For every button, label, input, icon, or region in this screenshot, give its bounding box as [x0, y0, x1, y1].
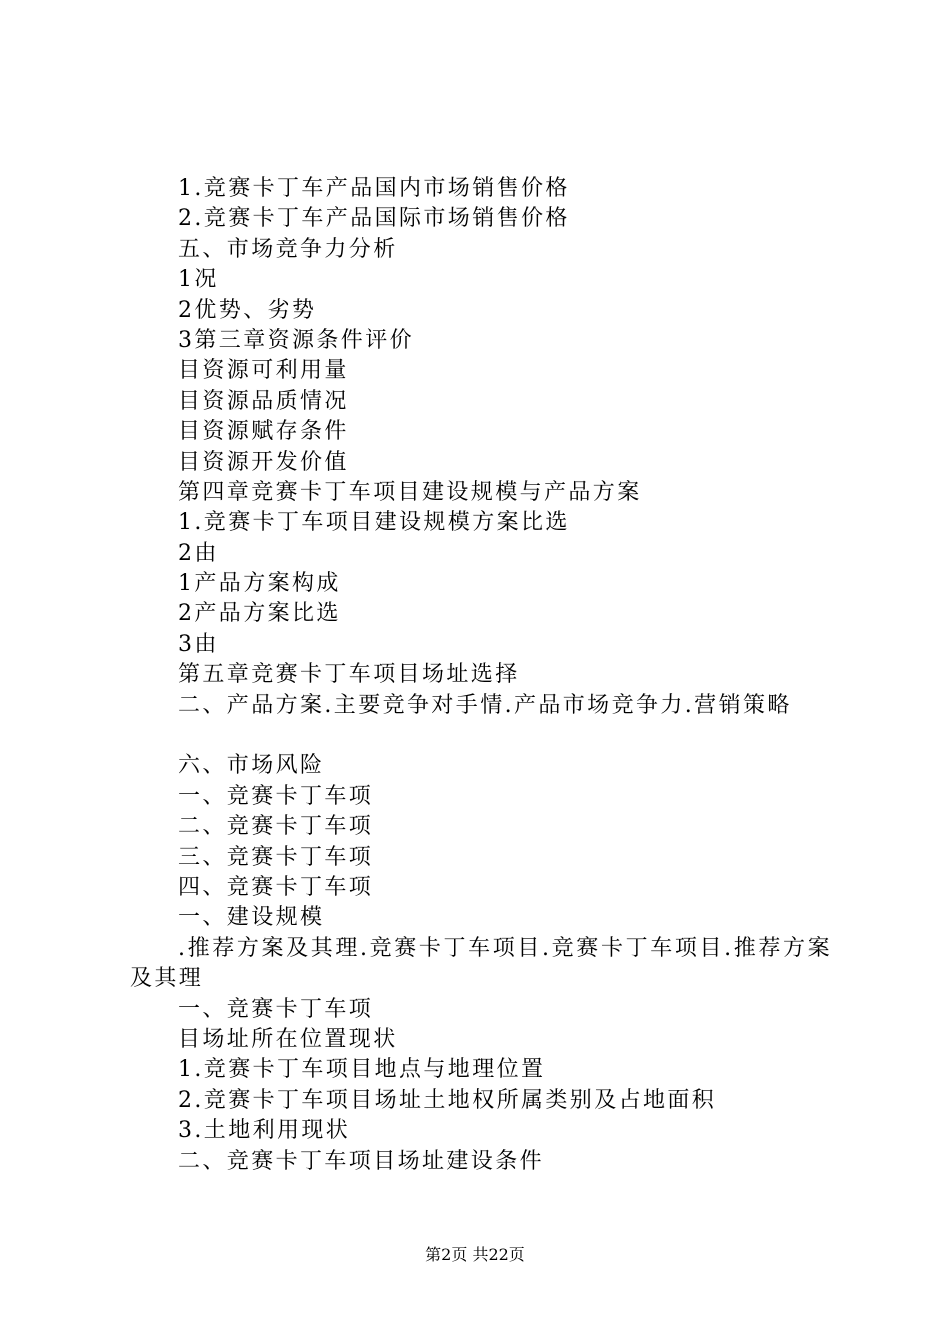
text-line: [130, 721, 832, 751]
text-line: 一、建设规模: [178, 905, 325, 931]
text-line: 第四章竞赛卡丁车项目建设规模与产品方案: [178, 479, 642, 505]
text-lines-top: [130, 174, 832, 934]
text-line: 1产品方案构成: [178, 571, 341, 597]
text-line: 五、市场竞争力分析: [178, 236, 398, 262]
text-line: 目资源开发价值: [178, 449, 349, 475]
text-line: 四、竞赛卡丁车项: [178, 874, 374, 900]
text-line: 1.竞赛卡丁车项目地点与地理位置: [178, 1057, 546, 1083]
text-line: 1况: [178, 267, 219, 293]
text-line: 一、竞赛卡丁车项: [178, 783, 374, 809]
text-line: 第五章竞赛卡丁车项目场址选择: [178, 662, 520, 688]
text-line: 2.竞赛卡丁车项目场址土地权所属类别及占地面积: [178, 1087, 717, 1113]
text-line: 二、竞赛卡丁车项目场址建设条件: [178, 1148, 545, 1174]
text-line: 目资源赋存条件: [178, 419, 349, 445]
text-line: 2优势、劣势: [178, 297, 317, 323]
text-paragraph: .推荐方案及其理.竞赛卡丁车项目.竞赛卡丁车项目.推荐方案及其理: [130, 935, 832, 992]
text-line: 目资源品质情况: [178, 388, 349, 414]
text-line: 3第三章资源条件评价: [178, 327, 414, 353]
text-line: 1.竞赛卡丁车项目建设规模方案比选: [178, 510, 570, 536]
text-line: 二、产品方案.主要竞争对手情.产品市场竞争力.营销策略: [178, 692, 792, 718]
text-line: 2.竞赛卡丁车产品国际市场销售价格: [178, 206, 570, 232]
document-body: [130, 174, 832, 1177]
text-line: 2产品方案比选: [178, 601, 341, 627]
text-lines-bottom: [130, 995, 832, 1177]
text-line: 目场址所在位置现状: [178, 1026, 398, 1052]
text-line: 2由: [178, 540, 219, 566]
text-line: 三、竞赛卡丁车项: [178, 844, 374, 870]
text-line: 3由: [178, 631, 219, 657]
page-footer: 第2页 共22页: [425, 1245, 525, 1264]
text-line: 1.竞赛卡丁车产品国内市场销售价格: [178, 176, 570, 201]
text-line: 3.土地利用现状: [178, 1118, 351, 1144]
text-line: 一、竞赛卡丁车项: [178, 996, 374, 1022]
text-line: 二、竞赛卡丁车项: [178, 814, 374, 840]
text-line: 目资源可利用量: [178, 358, 349, 384]
text-line: 六、市场风险: [178, 753, 325, 779]
